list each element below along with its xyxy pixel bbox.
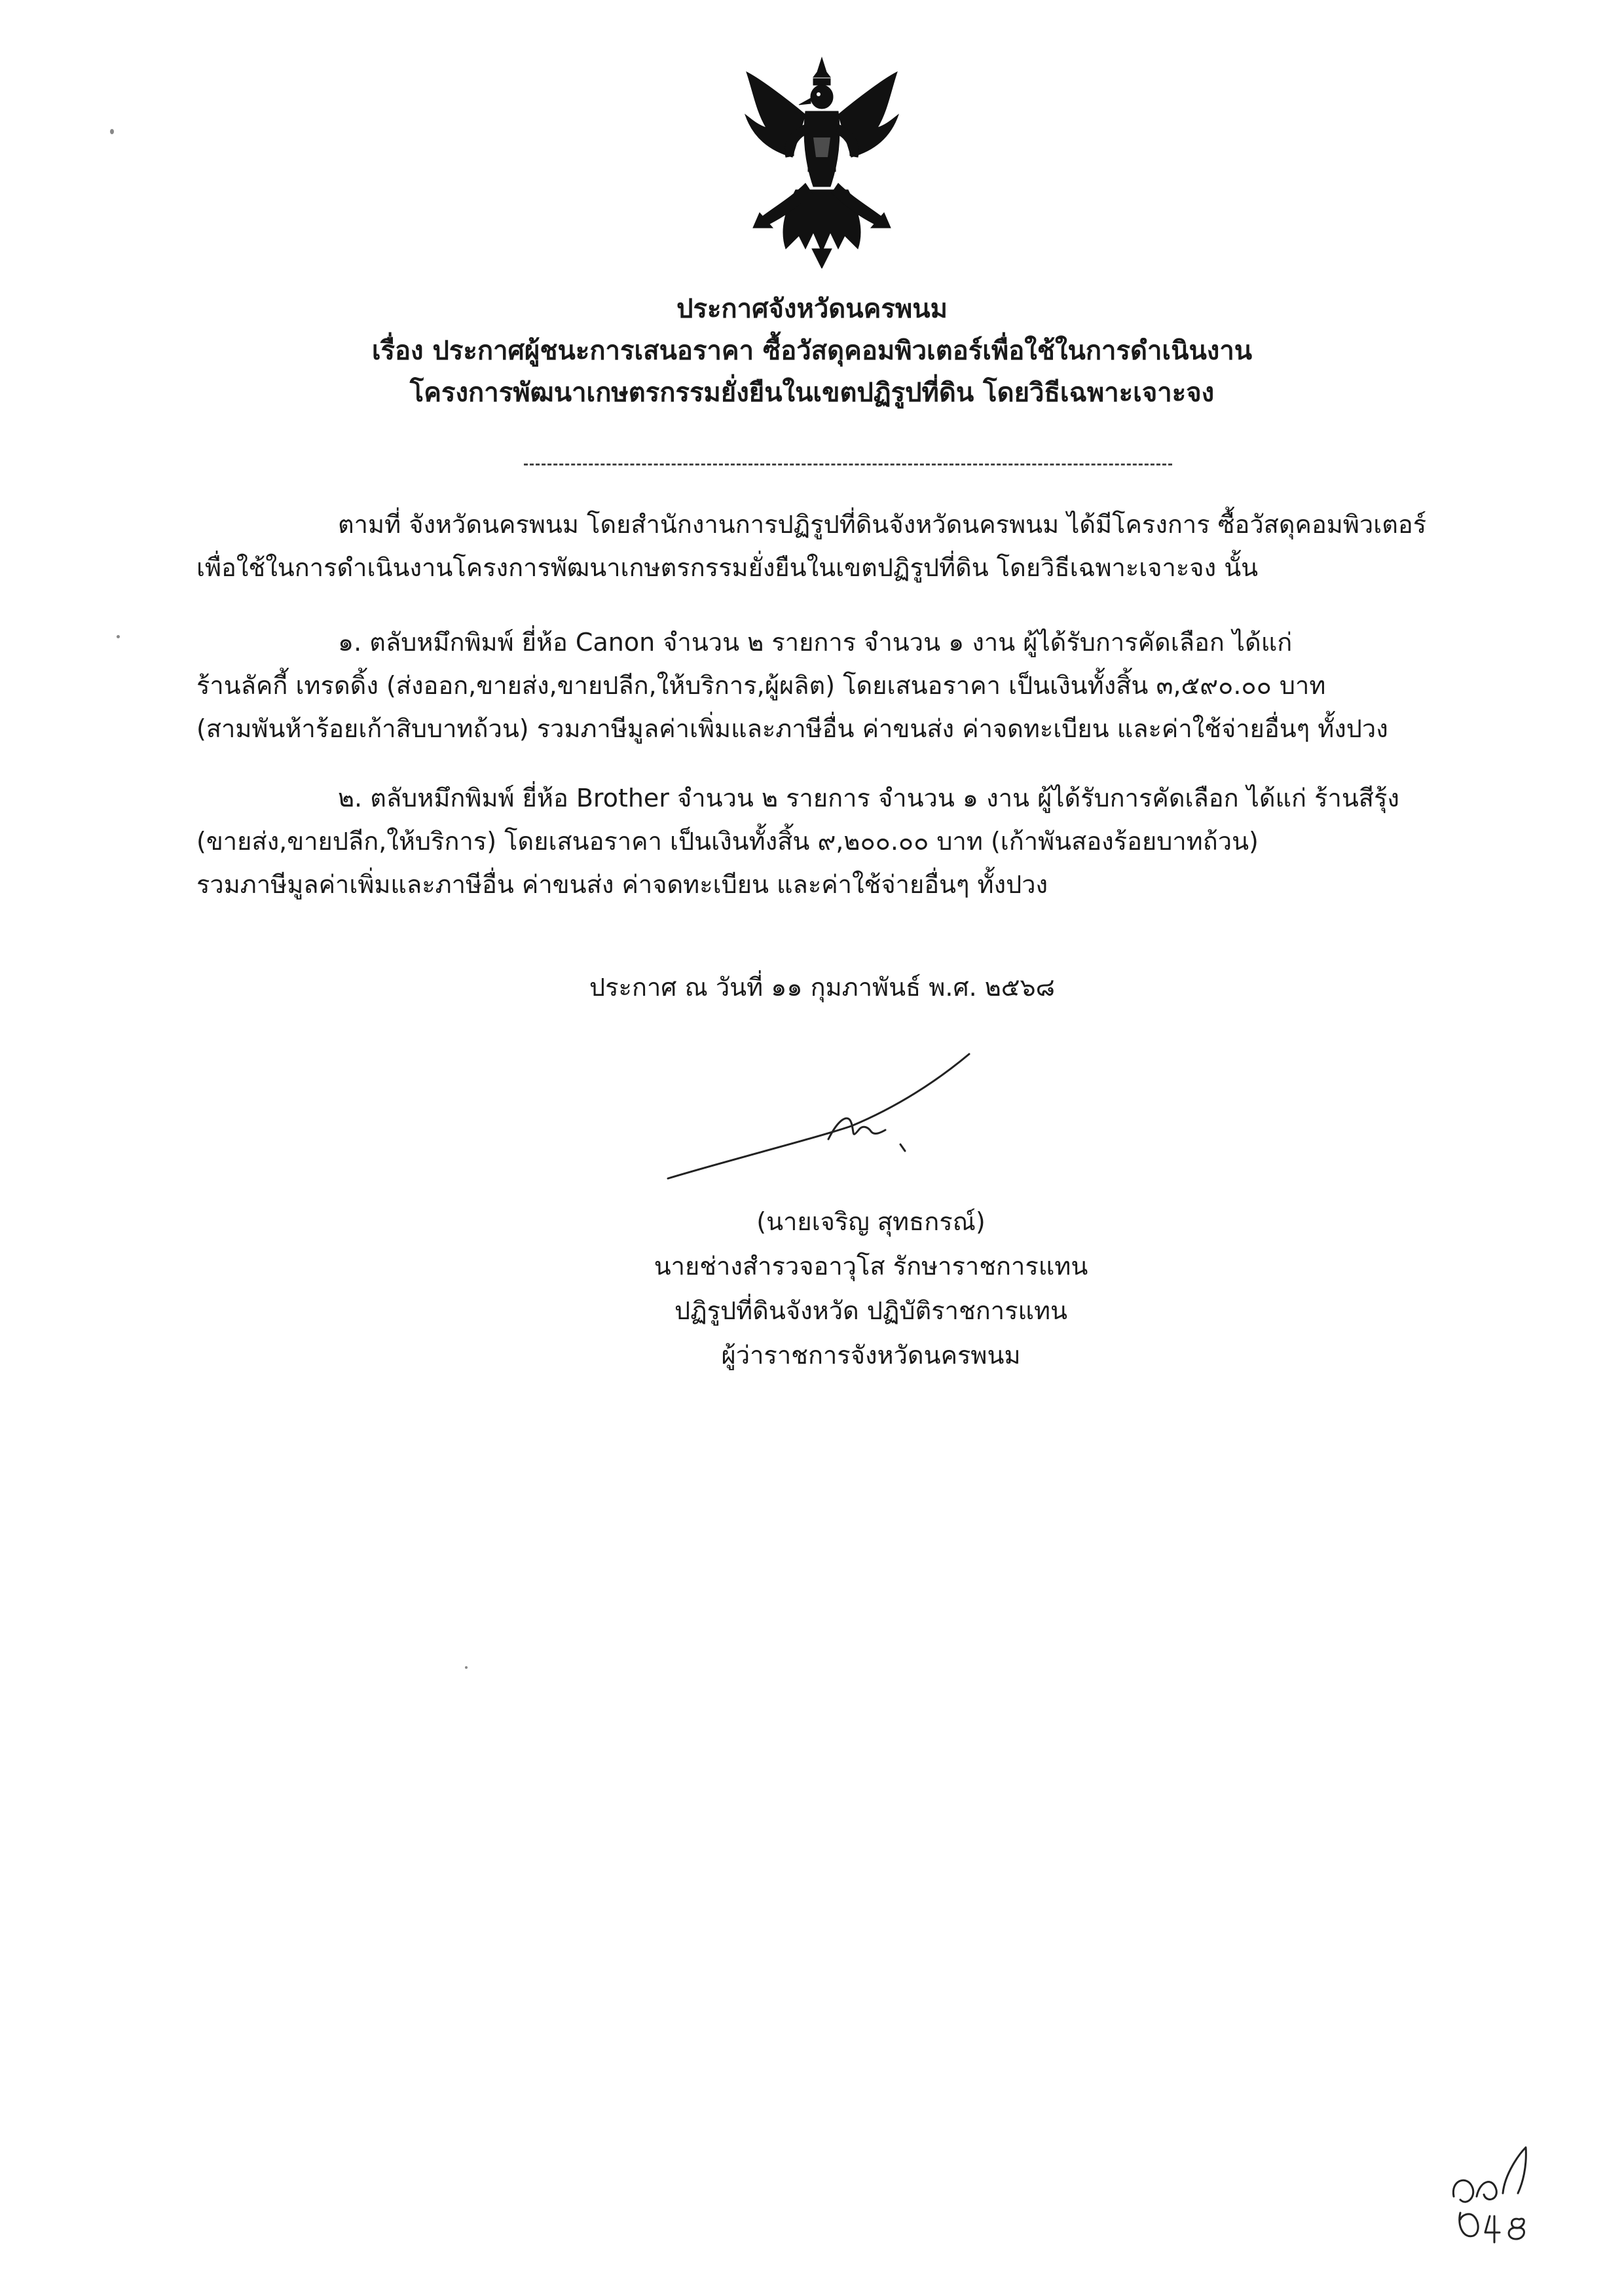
signatory-name: (นายเจริญ สุทธกรณ์) — [756, 1207, 986, 1236]
title-line-2: เรื่อง ประกาศผู้ชนะการเสนอราคา ซื้อวัสดุคอมพิวเตอร์เพื่อใช้ในการดำเนินงาน — [371, 336, 1253, 366]
signatory-position-2: ปฏิรูปที่ดินจังหวัด ปฏิบัติราชการแทน — [674, 1296, 1068, 1325]
handwritten-margin-note — [1441, 2134, 1559, 2259]
item1-line-1: ๑. ตลับหมึกพิมพ์ ยี่ห้อ Canon จำนวน ๒ รายการ จำนวน ๑ งาน ผู้ได้รับการคัดเลือก ได้แก่ — [338, 628, 1293, 657]
signatory-position-3: ผู้ว่าราชการจังหวัดนครพนม — [721, 1341, 1021, 1370]
intro-line-2: เพื่อใช้ในการดำเนินงานโครงการพัฒนาเกษตรกรรมยั่งยืนในเขตปฏิรูปที่ดิน โดยวิธีเฉพาะเจาะจง นั้น — [196, 553, 1259, 582]
scan-speck — [117, 635, 120, 638]
title-line-1: ประกาศจังหวัดนครพนม — [676, 294, 948, 324]
item1-line-3: (สามพันห้าร้อยเก้าสิบบาทถ้วน) รวมภาษีมูลค่าเพิ่มและภาษีอื่น ค่าขนส่ง ค่าจดทะเบียน และค่าใช้จ่ายอื่นๆ ทั้งปวง — [196, 714, 1388, 743]
award-item-2 — [196, 776, 1480, 906]
signatory-block — [576, 1199, 1166, 1377]
handwritten-signature — [655, 1048, 995, 1205]
scan-speck — [110, 129, 114, 134]
announcement-date: ประกาศ ณ วันที่ ๑๑ กุมภาพันธ์ พ.ศ. ๒๕๖๘ — [589, 973, 1055, 1002]
title-line-3: โครงการพัฒนาเกษตรกรรมยั่งยืนในเขตปฏิรูปที่ดิน โดยวิธีเฉพาะเจาะจง — [409, 378, 1215, 408]
item2-line-2: (ขายส่ง,ขายปลีก,ให้บริการ) โดยเสนอราคา เป็นเงินทั้งสิ้น ๙,๒๐๐.๐๐ บาท (เก้าพันสองร้อยบาทถ้วน) — [196, 827, 1259, 856]
signatory-position-1: นายช่างสำรวจอาวุโส รักษาราชการแทน — [654, 1252, 1088, 1281]
intro-paragraph — [196, 503, 1480, 589]
item1-line-2: ร้านลัคกี้ เทรดดิ้ง (ส่งออก,ขายส่ง,ขายปลีก,ให้บริการ,ผู้ผลิต) โดยเสนอราคา เป็นเงินทั้งสิ้น ๓,๕๙๐.๐๐ บาท — [196, 671, 1326, 700]
scan-speck — [465, 1666, 468, 1669]
item2-line-3: รวมภาษีมูลค่าเพิ่มและภาษีอื่น ค่าขนส่ง ค่าจดทะเบียน และค่าใช้จ่ายอื่นๆ ทั้งปวง — [196, 870, 1048, 899]
award-item-1 — [196, 621, 1480, 750]
title-divider — [524, 464, 1172, 465]
garuda-emblem-icon — [740, 52, 904, 268]
intro-line-1: ตามที่ จังหวัดนครพนม โดยสำนักงานการปฏิรูปที่ดินจังหวัดนครพนม ได้มีโครงการ ซื้อวัสดุคอมพิวเตอร์ — [338, 510, 1427, 539]
announcement-title — [196, 288, 1428, 414]
item2-line-1: ๒. ตลับหมึกพิมพ์ ยี่ห้อ Brother จำนวน ๒ รายการ จำนวน ๑ งาน ผู้ได้รับการคัดเลือก ได้แก่ ร้านสีรุ้ง — [338, 784, 1399, 812]
